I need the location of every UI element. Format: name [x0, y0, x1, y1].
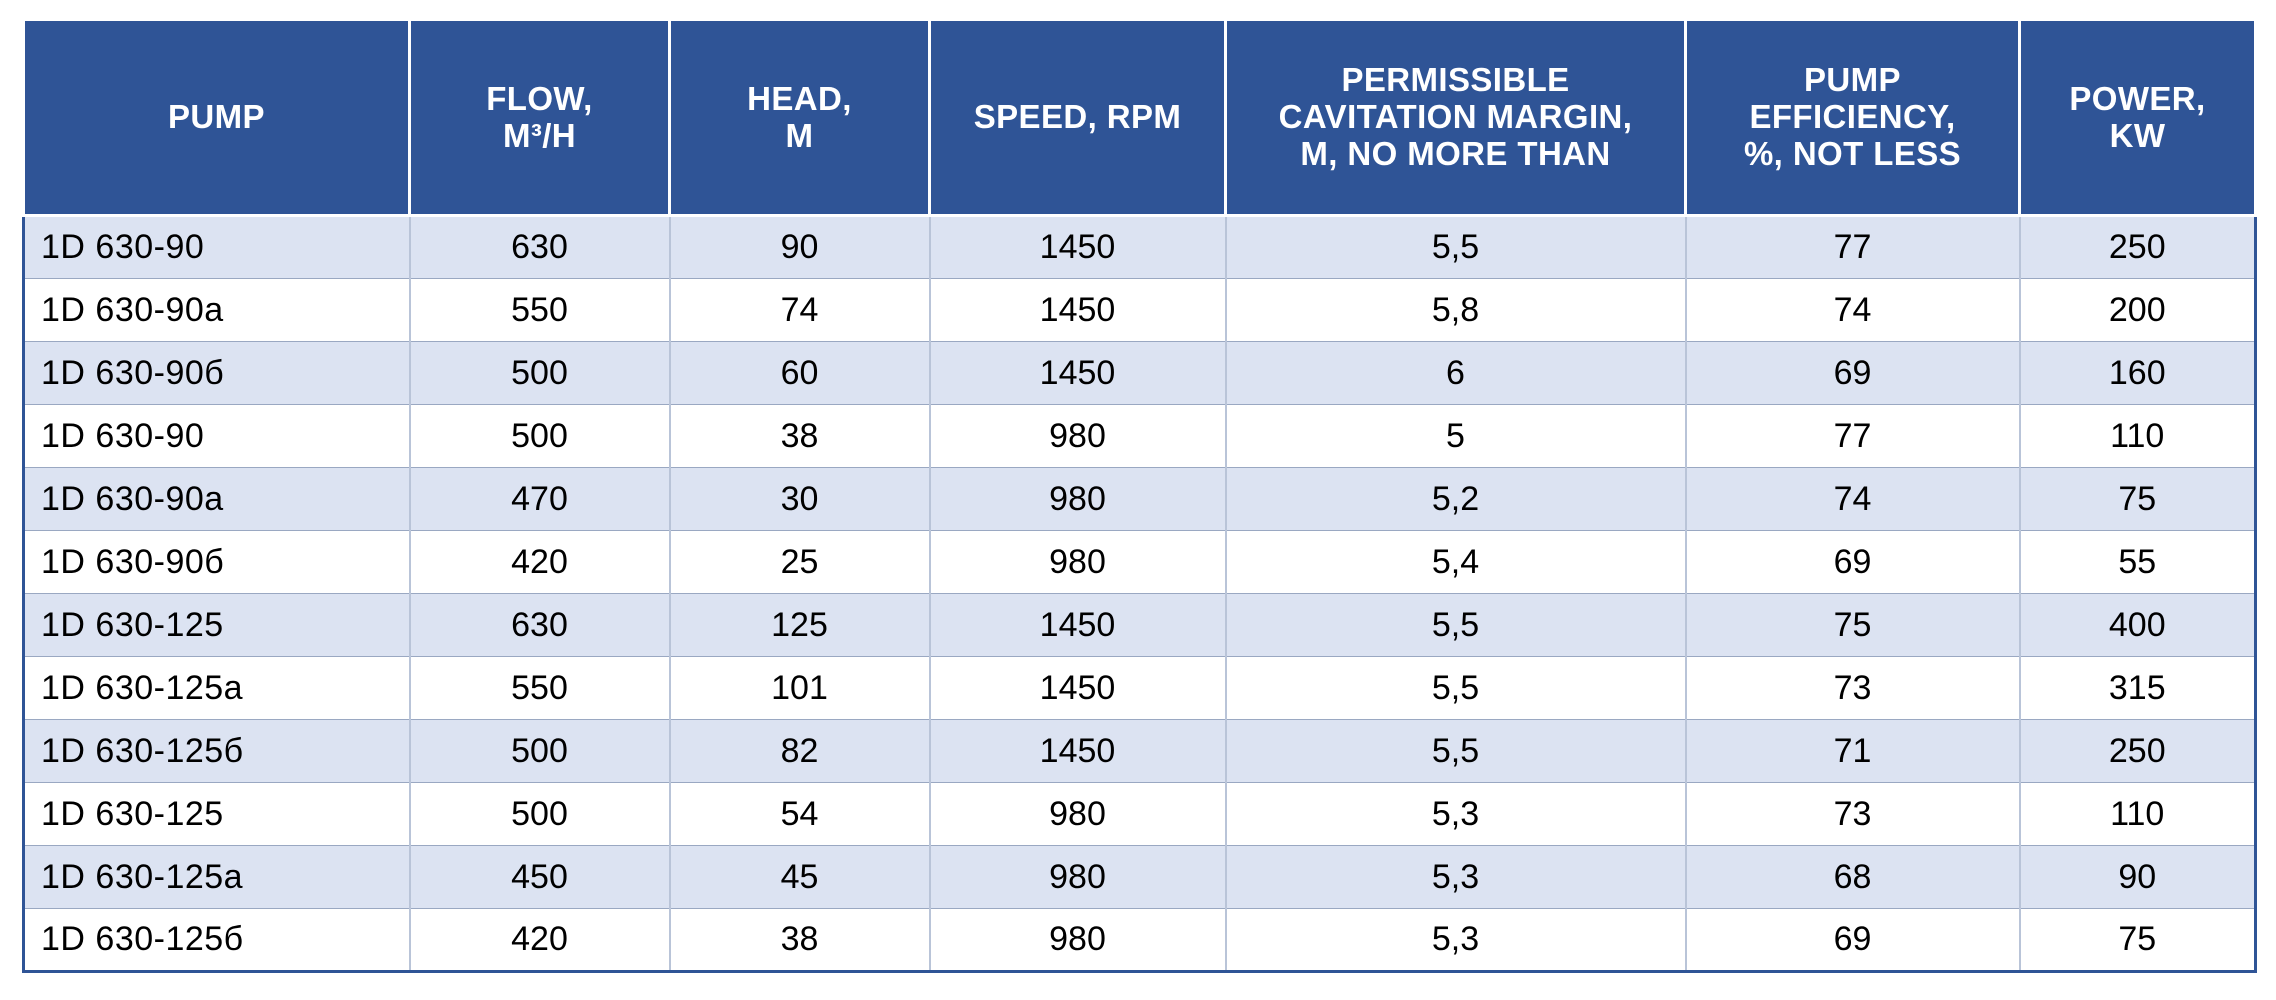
column-header-efficiency	[1686, 20, 2020, 216]
cell-flow: 420	[410, 531, 670, 594]
cell-power: 75	[2020, 909, 2256, 972]
cell-cavitation: 5,5	[1226, 216, 1686, 279]
cell-cavitation: 5,4	[1226, 531, 1686, 594]
cell-efficiency: 74	[1686, 279, 2020, 342]
column-header-line: %, NOT LESS	[1743, 134, 1962, 172]
table-row	[24, 783, 2256, 846]
cell-speed: 980	[930, 468, 1226, 531]
cell-flow: 500	[410, 720, 670, 783]
cell-pump: 1D 630-90б	[24, 342, 410, 405]
cell-flow: 500	[410, 783, 670, 846]
cell-power: 315	[2020, 657, 2256, 720]
cell-power: 400	[2020, 594, 2256, 657]
cell-pump: 1D 630-125а	[24, 846, 410, 909]
cell-power: 250	[2020, 720, 2256, 783]
column-header-power	[2020, 20, 2256, 216]
cell-speed: 1450	[930, 342, 1226, 405]
table-row	[24, 279, 2256, 342]
cell-head: 54	[670, 783, 930, 846]
cell-efficiency: 73	[1686, 783, 2020, 846]
cell-head: 90	[670, 216, 930, 279]
cell-speed: 980	[930, 909, 1226, 972]
cell-flow: 420	[410, 909, 670, 972]
table-row	[24, 657, 2256, 720]
table-row	[24, 405, 2256, 468]
cell-pump: 1D 630-90	[24, 405, 410, 468]
cell-efficiency: 74	[1686, 468, 2020, 531]
cell-efficiency: 68	[1686, 846, 2020, 909]
cell-pump: 1D 630-125б	[24, 720, 410, 783]
cell-head: 45	[670, 846, 930, 909]
column-header-line: PUMP	[1804, 61, 1901, 99]
cell-cavitation: 5,3	[1226, 846, 1686, 909]
cell-flow: 500	[410, 342, 670, 405]
cell-flow: 630	[410, 594, 670, 657]
cell-power: 200	[2020, 279, 2256, 342]
cell-efficiency: 75	[1686, 594, 2020, 657]
column-header-line: PUMP	[168, 98, 265, 136]
cell-efficiency: 77	[1686, 216, 2020, 279]
cell-power: 160	[2020, 342, 2256, 405]
cell-cavitation: 5,2	[1226, 468, 1686, 531]
cell-cavitation: 5,5	[1226, 594, 1686, 657]
pump-specification-table	[22, 18, 2257, 973]
cell-cavitation: 5	[1226, 405, 1686, 468]
cell-flow: 470	[410, 468, 670, 531]
cell-head: 125	[670, 594, 930, 657]
cell-speed: 1450	[930, 279, 1226, 342]
column-header-line: CAVITATION MARGIN,	[1278, 98, 1633, 136]
table-row	[24, 342, 2256, 405]
cell-pump: 1D 630-90	[24, 216, 410, 279]
cell-flow: 550	[410, 279, 670, 342]
column-header-line: HEAD,	[747, 79, 852, 117]
cell-speed: 1450	[930, 720, 1226, 783]
cell-speed: 980	[930, 531, 1226, 594]
cell-power: 110	[2020, 783, 2256, 846]
cell-pump: 1D 630-90б	[24, 531, 410, 594]
cell-power: 90	[2020, 846, 2256, 909]
cell-pump: 1D 630-125а	[24, 657, 410, 720]
cell-head: 30	[670, 468, 930, 531]
column-header-line: FLOW,	[486, 79, 593, 117]
table-row	[24, 531, 2256, 594]
column-header-speed	[930, 20, 1226, 216]
table-header	[24, 20, 2256, 216]
table-row	[24, 468, 2256, 531]
cell-head: 60	[670, 342, 930, 405]
cell-speed: 1450	[930, 594, 1226, 657]
cell-efficiency: 69	[1686, 909, 2020, 972]
cell-pump: 1D 630-90а	[24, 468, 410, 531]
cell-pump: 1D 630-125	[24, 783, 410, 846]
cell-power: 75	[2020, 468, 2256, 531]
cell-speed: 980	[930, 783, 1226, 846]
cell-head: 101	[670, 657, 930, 720]
table-row	[24, 216, 2256, 279]
cell-speed: 1450	[930, 216, 1226, 279]
cell-cavitation: 5,5	[1226, 720, 1686, 783]
column-header-flow	[410, 20, 670, 216]
cell-head: 82	[670, 720, 930, 783]
cell-efficiency: 77	[1686, 405, 2020, 468]
column-header-line: M	[785, 116, 814, 154]
column-header-line: M³/H	[502, 116, 577, 154]
cell-head: 25	[670, 531, 930, 594]
table-row	[24, 594, 2256, 657]
cell-pump: 1D 630-90а	[24, 279, 410, 342]
column-header-cavitation	[1226, 20, 1686, 216]
cell-speed: 980	[930, 846, 1226, 909]
cell-head: 38	[670, 405, 930, 468]
table-header-row	[24, 20, 2256, 216]
cell-power: 110	[2020, 405, 2256, 468]
column-header-line: POWER,	[2069, 79, 2206, 117]
cell-flow: 630	[410, 216, 670, 279]
cell-speed: 1450	[930, 657, 1226, 720]
column-header-line: EFFICIENCY,	[1749, 98, 1956, 136]
column-header-line: PERMISSIBLE	[1341, 61, 1570, 99]
cell-pump: 1D 630-125б	[24, 909, 410, 972]
cell-flow: 550	[410, 657, 670, 720]
cell-efficiency: 69	[1686, 342, 2020, 405]
cell-cavitation: 5,5	[1226, 657, 1686, 720]
column-header-head	[670, 20, 930, 216]
cell-power: 250	[2020, 216, 2256, 279]
column-header-pump	[24, 20, 410, 216]
cell-efficiency: 73	[1686, 657, 2020, 720]
cell-cavitation: 5,8	[1226, 279, 1686, 342]
cell-power: 55	[2020, 531, 2256, 594]
cell-speed: 980	[930, 405, 1226, 468]
cell-efficiency: 69	[1686, 531, 2020, 594]
cell-pump: 1D 630-125	[24, 594, 410, 657]
cell-cavitation: 5,3	[1226, 783, 1686, 846]
cell-head: 74	[670, 279, 930, 342]
column-header-line: KW	[2109, 116, 2166, 154]
cell-head: 38	[670, 909, 930, 972]
table-body	[24, 216, 2256, 972]
table-row	[24, 909, 2256, 972]
table-row	[24, 846, 2256, 909]
cell-cavitation: 6	[1226, 342, 1686, 405]
table-row	[24, 720, 2256, 783]
column-header-line: M, NO MORE THAN	[1300, 134, 1611, 172]
cell-cavitation: 5,3	[1226, 909, 1686, 972]
cell-efficiency: 71	[1686, 720, 2020, 783]
column-header-line: SPEED, RPM	[973, 98, 1182, 136]
cell-flow: 450	[410, 846, 670, 909]
cell-flow: 500	[410, 405, 670, 468]
